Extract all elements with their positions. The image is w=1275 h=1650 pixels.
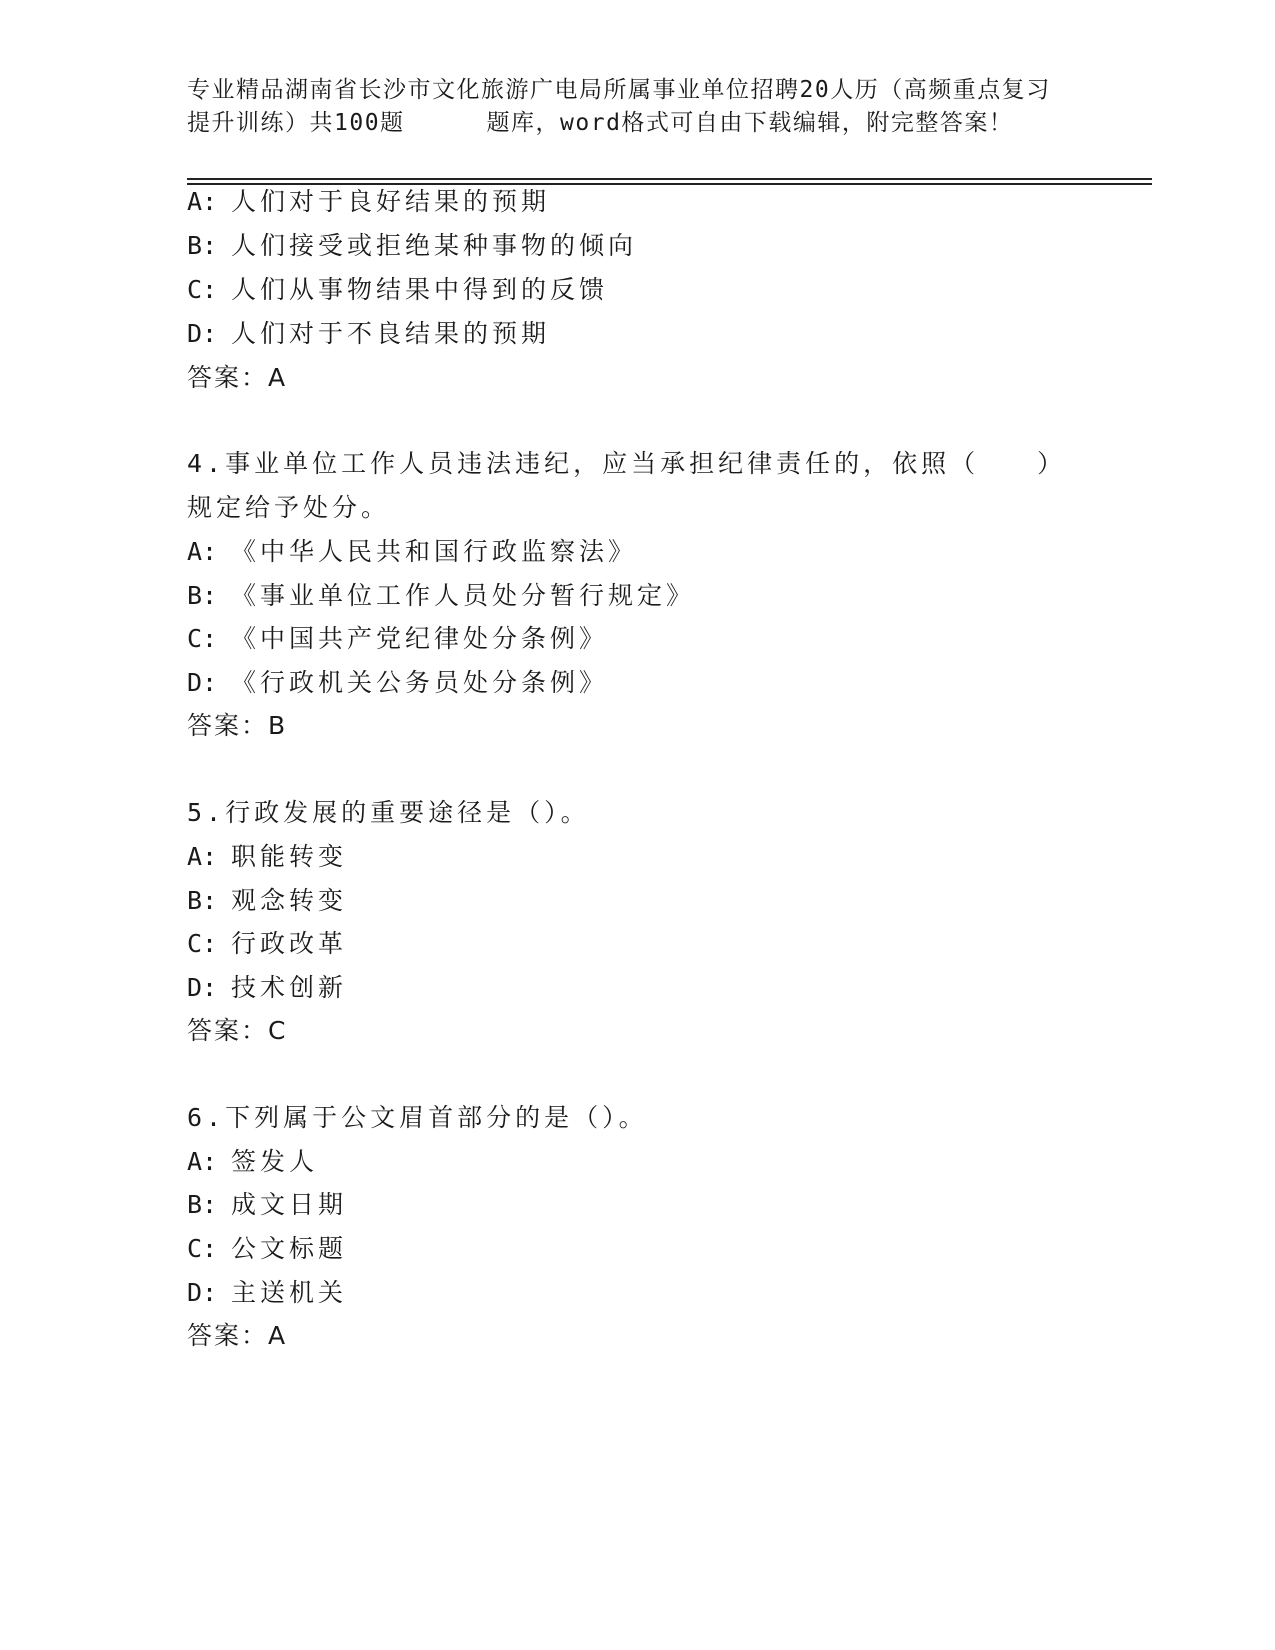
q5-stem: 5.行政发展的重要途径是（）。 bbox=[187, 798, 590, 827]
q6-answer: 答案：A bbox=[187, 1321, 288, 1350]
header-title-line-2 bbox=[187, 107, 1087, 140]
q4-stem-line-1: 4.事业单位工作人员违法违纪，应当承担纪律责任的，依照（ ） bbox=[187, 449, 1067, 478]
q3-option-d: D: 人们对于不良结果的预期 bbox=[187, 319, 551, 348]
q5-option-c: C: 行政改革 bbox=[187, 929, 348, 958]
header-title-line-2a: 提升训练）共100题 bbox=[187, 110, 405, 136]
q3-option-a: A: 人们对于良好结果的预期 bbox=[187, 187, 551, 216]
q6-option-c: C: 公文标题 bbox=[187, 1234, 348, 1263]
document-header bbox=[187, 74, 1087, 140]
q4-option-a: A: 《中华人民共和国行政监察法》 bbox=[187, 537, 638, 566]
q5-answer: 答案：C bbox=[187, 1016, 288, 1045]
q5-option-d: D: 技术创新 bbox=[187, 973, 348, 1002]
q3-answer: 答案：A bbox=[187, 363, 288, 392]
q4-option-c: C: 《中国共产党纪律处分条例》 bbox=[187, 624, 609, 653]
header-divider-top bbox=[187, 178, 1152, 180]
q4-stem-line-2: 规定给予处分。 bbox=[187, 493, 391, 522]
q5-option-a: A: 职能转变 bbox=[187, 842, 348, 871]
q4-answer: 答案：B bbox=[187, 711, 288, 740]
q3-option-b: B: 人们接受或拒绝某种事物的倾向 bbox=[187, 231, 638, 260]
q6-option-d: D: 主送机关 bbox=[187, 1278, 348, 1307]
header-title-line-1: 专业精品湖南省长沙市文化旅游广电局所属事业单位招聘20人历（高频重点复习 bbox=[187, 77, 1051, 103]
header-title-line-2b: 题库，word格式可自由下载编辑，附完整答案！ bbox=[486, 110, 1014, 136]
q4-option-b: B: 《事业单位工作人员处分暂行规定》 bbox=[187, 581, 696, 610]
q6-option-b: B: 成文日期 bbox=[187, 1190, 348, 1219]
q5-option-b: B: 观念转变 bbox=[187, 886, 348, 915]
q6-option-a: A: 签发人 bbox=[187, 1147, 319, 1176]
q3-option-c: C: 人们从事物结果中得到的反馈 bbox=[187, 275, 609, 304]
q4-option-d: D: 《行政机关公务员处分条例》 bbox=[187, 668, 609, 697]
q6-stem: 6.下列属于公文眉首部分的是（）。 bbox=[187, 1103, 648, 1132]
